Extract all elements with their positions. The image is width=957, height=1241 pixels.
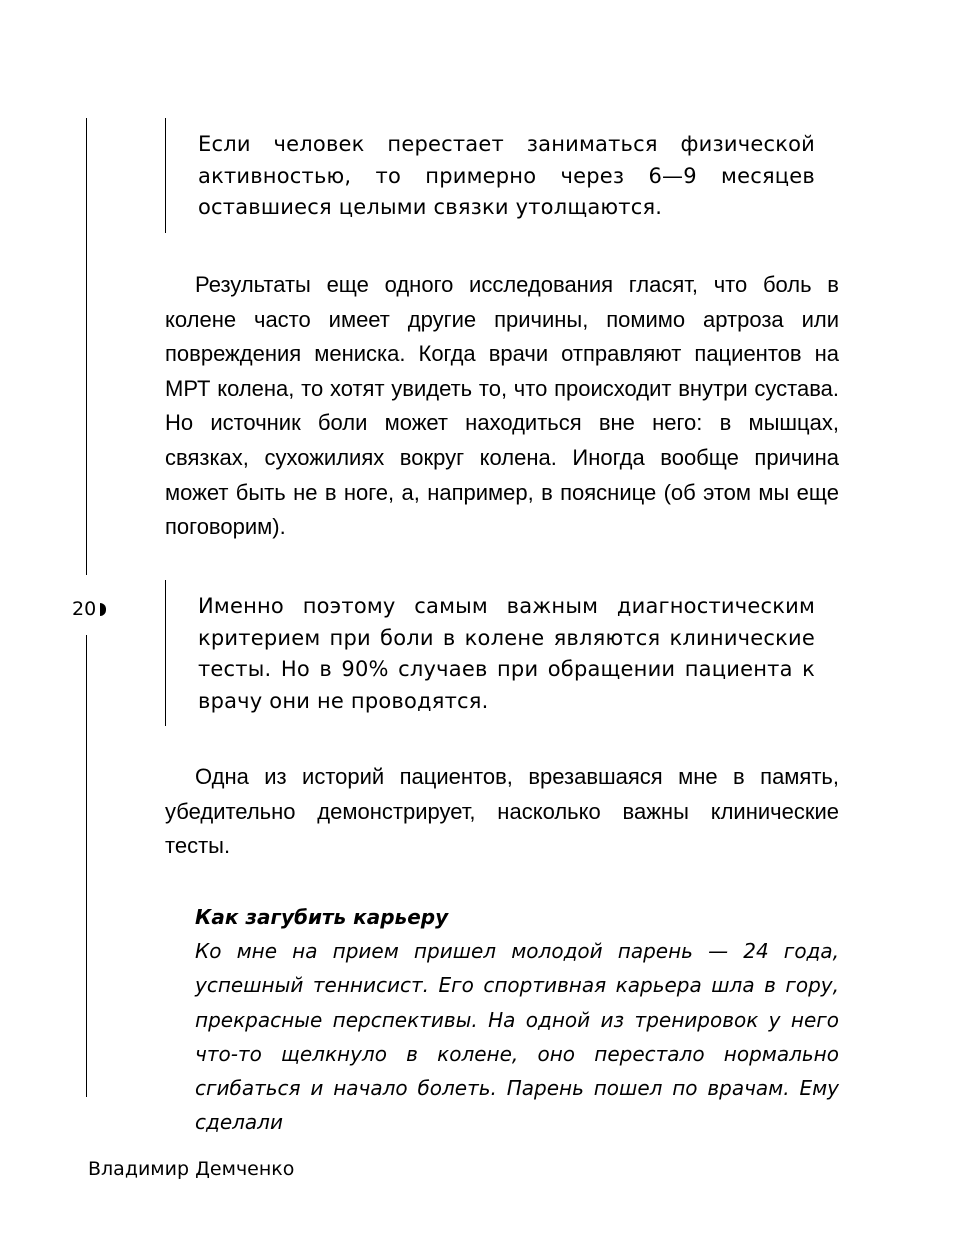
pull-quote-2-text: Именно поэтому самым важным диагностическим критерием при боли в колене являются клинические тесты. Но в 90% случаев при обращении пациента к врачу они не проводятся.: [198, 594, 815, 713]
page-number: [72, 597, 106, 621]
left-margin-rule-bottom: [86, 635, 87, 1097]
footer-author: Владимир Демченко: [88, 1158, 295, 1180]
half-moon-icon: [100, 603, 106, 616]
story-title: Как загубить карьеру: [195, 905, 449, 929]
story-block: [195, 900, 839, 1140]
page-number-value: 20: [72, 598, 97, 620]
left-margin-rule-top: [86, 118, 87, 575]
body-paragraph-2: Одна из историй пациентов, врезавшаяся мне в память, убедительно демонстрирует, насколько важны клинические тесты.: [165, 764, 839, 859]
story-text: Ко мне на прием пришел молодой парень — 24 года, успешный теннисист. Его спортивная карьера шла в гору, прекрасные перспективы. На одной из тренировок у него что-то щелкнуло в колене, оно перестало нормально сгибаться и начало болеть. Парень пошел по врачам. Ему сделали: [195, 939, 839, 1135]
body-paragraph-1: Результаты еще одного исследования гласят, что боль в колене часто имеет другие причины, помимо артроза или повреждения мениска. Когда врачи отправляют пациентов на МРТ колена, то хотят увидеть то, что происходит внутри сустава. Но источник боли может находиться вне него: в мышцах, связках, сухожилиях вокруг колена. Иногда вообще причина может быть не в ноге, а, например, в пояснице (об этом мы еще поговорим).: [165, 272, 839, 540]
pull-quote-1-text: Если человек перестает заниматься физической активностью, то примерно через 6—9 месяцев оставшиеся целыми связки утолщаются.: [198, 132, 815, 219]
pull-quote-2: [165, 580, 815, 726]
pull-quote-1: [165, 118, 815, 233]
